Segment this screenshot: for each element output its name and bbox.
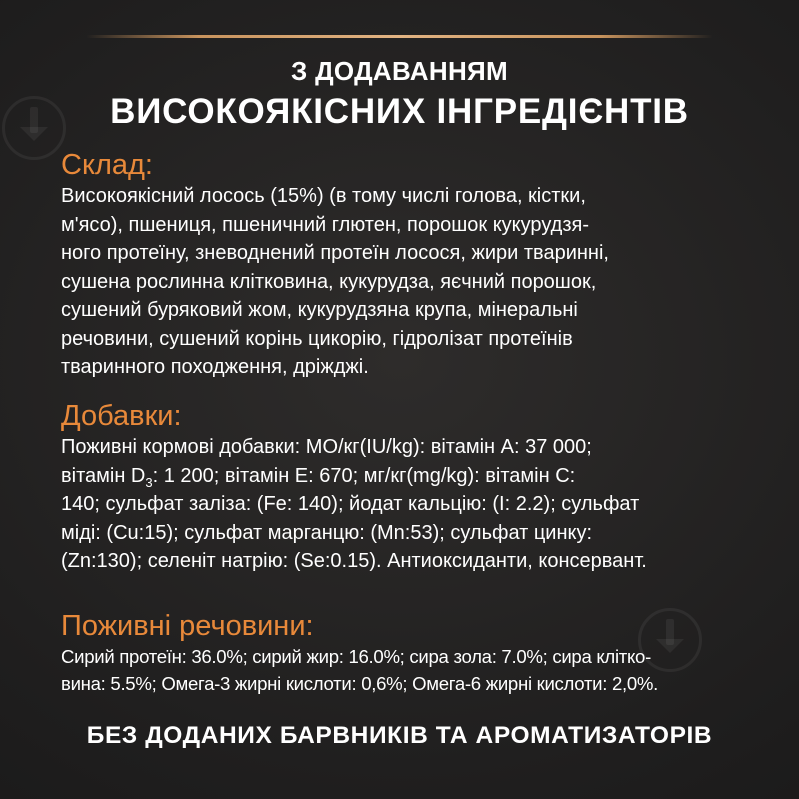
nutrients-line: Сирий протеїн: 36.0%; сирий жир: 16.0%; сира зола: 7.0%; сира клітко- <box>61 646 651 667</box>
composition-line: сушена рослинна клітковина, кукурудза, яєчний порошок, <box>61 270 597 293</box>
nutrients-line: вина: 5.5%; Омега-3 жирні кислоти: 0,6%; Омега-6 жирні кислоти: 2,0%. <box>61 673 659 694</box>
composition-line: ного протеїну, зневоднений протеїн лосося, жири тваринні, <box>61 242 609 264</box>
additives-title: Добавки: <box>61 400 182 432</box>
composition-line: тваринного походження, дріжджі. <box>61 356 369 378</box>
additives-line: Поживні кормові добавки: МО/кг(IU/kg): вітамін А: 37 000; <box>61 436 592 458</box>
additives-line <box>61 462 761 491</box>
composition-line: Високоякісний лосось (15%) (в тому числі голова, кістки, <box>61 185 586 207</box>
nutrients-text <box>61 643 761 697</box>
footer-claim: БЕЗ ДОДАНИХ БАРВНИКІВ ТА АРОМАТИЗАТОРІВ <box>86 722 713 749</box>
additives-line: (Zn:130); селеніт натрію: (Se:0.15). Антиоксиданти, консервант. <box>61 550 647 572</box>
additives-line: міді: (Cu:15); сульфат марганцю: (Mn:53); сульфат цинку: <box>61 521 593 544</box>
composition-title: Склад: <box>61 149 153 181</box>
composition-text <box>61 182 761 382</box>
top-divider <box>86 35 713 38</box>
composition-line: речовини, сушений корінь цикорію, гідролізат протеїнів <box>61 327 573 350</box>
headline-title: ВИСОКОЯКІСНИХ ІНГРЕДІЄНТІВ <box>110 92 689 131</box>
vitamin-d-label: вітамін D <box>61 464 146 487</box>
additives-line-rest: : 1 200; вітамін Е: 670; мг/кг(mg/kg): вітамін С: <box>152 464 576 487</box>
nutrients-section <box>61 611 761 697</box>
headline-subtitle: З ДОДАВАННЯМ <box>291 56 508 86</box>
additives-line: 140; сульфат заліза: (Fe: 140); йодат кальцію: (I: 2.2); сульфат <box>61 493 640 515</box>
composition-line: м'ясо), пшениця, пшеничний глютен, порошок кукурудзя- <box>61 213 589 236</box>
nutrients-title: Поживні речовини: <box>61 610 314 642</box>
vitamin-d-subscript: 3 <box>145 474 153 490</box>
composition-section <box>61 150 761 382</box>
composition-line: сушений буряковий жом, кукурудзяна крупа, мінеральні <box>61 299 578 321</box>
additives-section <box>61 401 761 576</box>
additives-text <box>61 433 761 576</box>
